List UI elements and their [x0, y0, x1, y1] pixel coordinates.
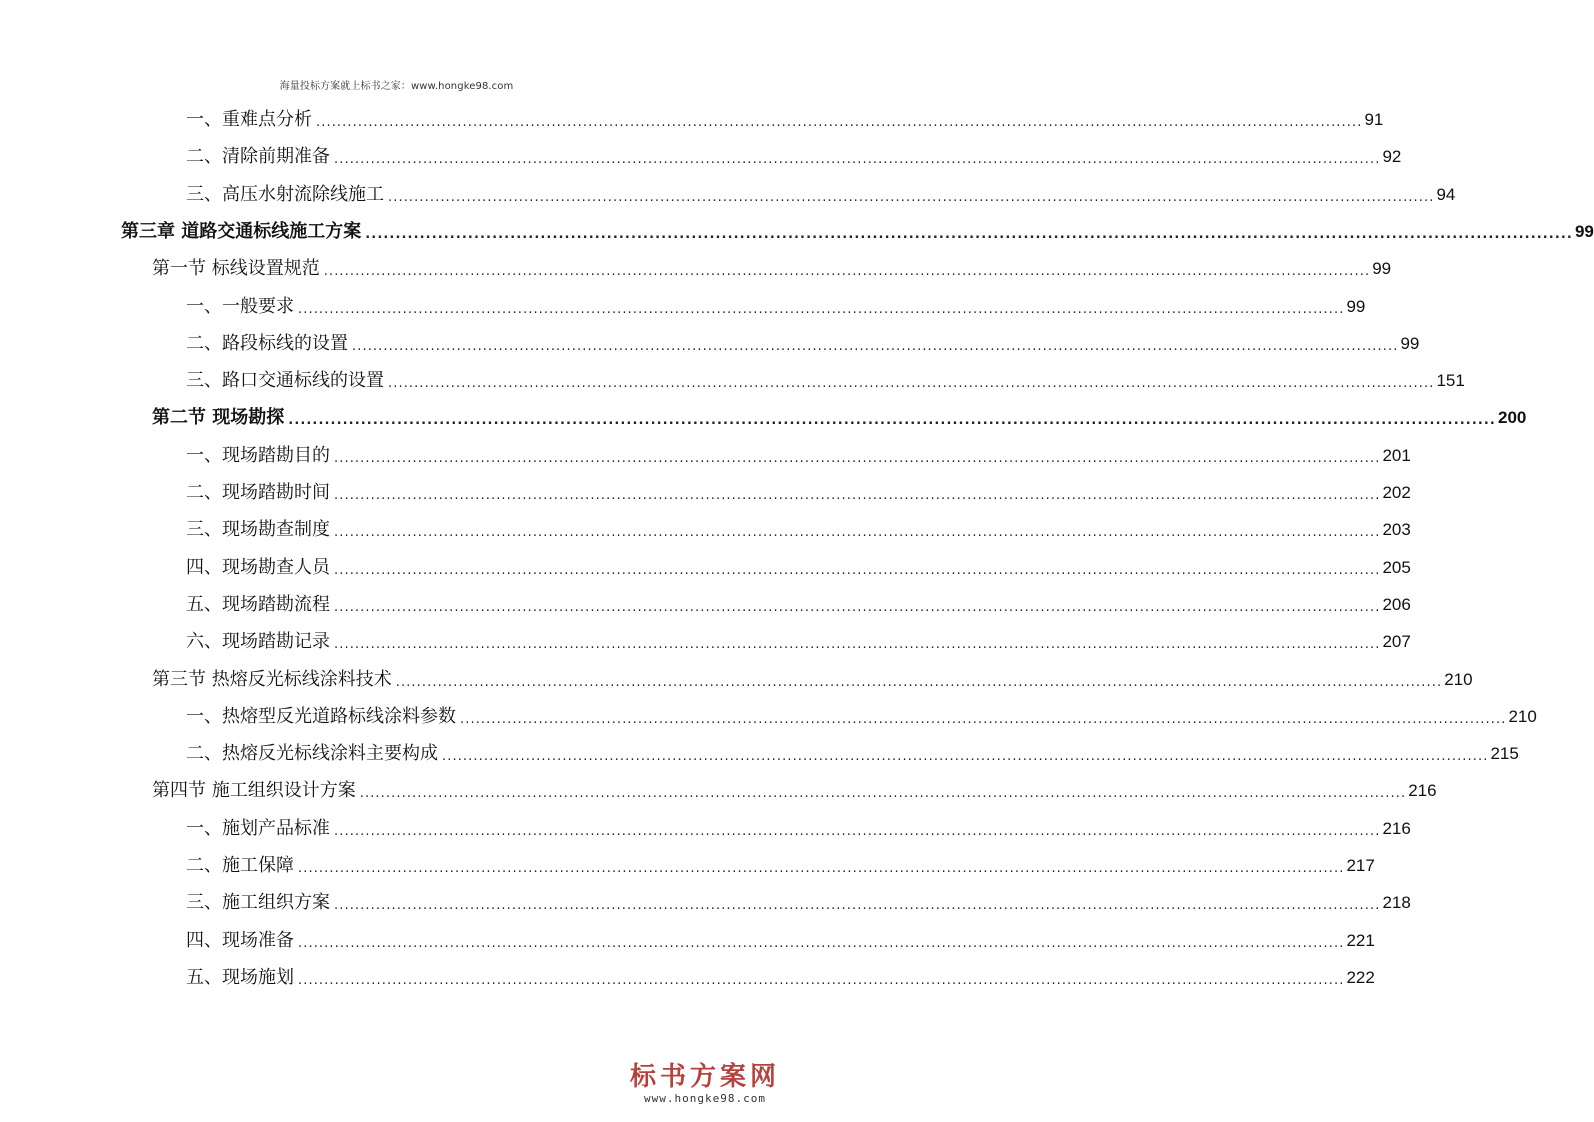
toc-entry-label: 一、施划产品标准 — [186, 817, 330, 839]
toc-dot-leader: ........................................................................................................................................................................................................ — [334, 823, 1381, 839]
toc-entry-label: 一、一般要求 — [186, 295, 294, 317]
toc-entry-label: 三、路口交通标线的设置 — [186, 370, 384, 392]
toc-entry-label: 第一节 标线设置规范 — [152, 258, 320, 280]
toc-entry[interactable] — [186, 176, 1456, 213]
toc-entry-page-number: 205 — [1382, 557, 1411, 577]
toc-entry[interactable] — [186, 847, 1375, 884]
toc-entry-page-number: 99 — [1346, 296, 1366, 316]
watermark-logo — [620, 1062, 790, 1106]
toc-entry-label: 二、路段标线的设置 — [186, 332, 348, 354]
toc-entry-page-number: 202 — [1382, 483, 1411, 502]
toc-entry[interactable] — [186, 101, 1384, 138]
toc-entry-label: 二、热熔反光标线涂料主要构成 — [186, 743, 438, 765]
toc-entry[interactable] — [186, 511, 1411, 548]
toc-entry-label: 五、现场施划 — [186, 966, 294, 988]
toc-entry-page-number: 215 — [1490, 744, 1519, 764]
toc-entry[interactable] — [186, 922, 1375, 959]
toc-entry-page-number: 200 — [1497, 408, 1527, 428]
toc-entry-label: 一、热熔型反光道路标线涂料参数 — [186, 705, 456, 727]
toc-dot-leader: ........................................................................................................................................................................................................ — [334, 450, 1381, 466]
toc-entry[interactable] — [186, 288, 1366, 325]
toc-entry-page-number: 222 — [1346, 967, 1375, 987]
toc-dot-leader: ........................................................................................................................................................................................................ — [395, 674, 1443, 690]
toc-entry-page-number: 210 — [1444, 669, 1473, 689]
watermark-url: www.hongke98.com — [644, 1092, 766, 1105]
toc-entry-page-number: 207 — [1382, 632, 1411, 652]
toc-entry[interactable] — [186, 437, 1411, 474]
toc-dot-leader: ........................................................................................................................................................................................................ — [334, 599, 1381, 615]
toc-entry[interactable] — [186, 474, 1411, 511]
toc-dot-leader: ........................................................................................................................................................................................................ — [298, 861, 1345, 876]
toc-entry-page-number: 221 — [1346, 930, 1375, 950]
toc-entry-page-number: 92 — [1382, 147, 1402, 167]
toc-dot-leader: ........................................................................................................................................................................................................ — [442, 749, 1489, 765]
toc-entry-page-number: 216 — [1382, 818, 1411, 838]
toc-entry-page-number: 99 — [1372, 259, 1392, 279]
toc-dot-leader: ........................................................................................................................................................................................................ — [334, 488, 1381, 503]
toc-dot-leader: ........................................................................................................................................................................................................ — [359, 786, 1407, 802]
toc-entry[interactable] — [152, 250, 1392, 287]
toc-entry-label: 二、施工保障 — [186, 855, 294, 876]
toc-dot-leader: ........................................................................................................................................................................................................ — [334, 525, 1381, 541]
toc-dot-leader: ........................................................................................................................................................................................................ — [298, 972, 1345, 988]
toc-entry-page-number: 210 — [1508, 706, 1537, 726]
toc-dot-leader: ........................................................................................................................................................................................................ — [388, 189, 1435, 205]
toc-dot-leader: ........................................................................................................................................................................................................ — [298, 301, 1345, 317]
toc-entry[interactable] — [186, 549, 1411, 586]
toc-entry[interactable] — [186, 810, 1411, 847]
toc-entry[interactable] — [186, 586, 1411, 623]
toc-dot-leader: ........................................................................................................................................................................................................ — [323, 264, 1371, 280]
toc-entry[interactable] — [152, 772, 1437, 809]
toc-dot-leader: ........................................................................................................................................................................................................ — [288, 413, 1496, 429]
toc-entry[interactable] — [152, 399, 1527, 436]
toc-entry[interactable] — [186, 884, 1411, 921]
toc-entry-label: 六、现场踏勘记录 — [186, 631, 330, 653]
toc-entry-page-number: 218 — [1382, 893, 1411, 913]
toc-entry-label: 三、施工组织方案 — [186, 892, 330, 914]
toc-dot-leader: ........................................................................................................................................................................................................ — [334, 152, 1381, 168]
toc-entry-page-number: 94 — [1436, 184, 1456, 204]
toc-entry-page-number: 206 — [1382, 594, 1411, 614]
toc-entry[interactable] — [186, 959, 1375, 996]
toc-entry-label: 第二节 现场勘探 — [152, 407, 285, 429]
toc-entry[interactable] — [121, 213, 1594, 250]
toc-entry-page-number: 99 — [1574, 221, 1594, 241]
toc-dot-leader: ........................................................................................................................................................................................................ — [334, 637, 1381, 653]
toc-entry[interactable] — [186, 735, 1519, 772]
toc-dot-leader: ........................................................................................................................................................................................................ — [460, 711, 1507, 727]
page-header: 海量投标方案就上标书之家：www.hongke98.com — [279, 81, 514, 92]
toc-entry[interactable] — [186, 138, 1402, 175]
toc-dot-leader: ........................................................................................................................................................................................................ — [352, 338, 1399, 354]
toc-entry-page-number: 91 — [1364, 110, 1384, 129]
toc-entry-label: 四、现场准备 — [186, 929, 294, 951]
toc-entry-page-number: 151 — [1436, 371, 1465, 391]
toc-entry-label: 三、高压水射流除线施工 — [186, 183, 384, 205]
toc-entry-page-number: 217 — [1346, 856, 1375, 875]
toc-entry[interactable] — [186, 362, 1465, 399]
toc-dot-leader: ........................................................................................................................................................................................................ — [365, 226, 1573, 242]
toc-entry[interactable] — [186, 623, 1411, 660]
toc-entry-label: 第三章 道路交通标线施工方案 — [121, 220, 362, 242]
toc-entry-label: 五、现场踏勘流程 — [186, 593, 330, 615]
toc-dot-leader: ........................................................................................................................................................................................................ — [334, 562, 1381, 578]
toc-entry-page-number: 201 — [1382, 445, 1411, 465]
toc-entry[interactable] — [186, 698, 1537, 735]
toc-dot-leader: ........................................................................................................................................................................................................ — [334, 898, 1381, 914]
toc-entry-page-number: 99 — [1400, 333, 1420, 353]
toc-entry[interactable] — [186, 325, 1420, 362]
watermark-title: 标书方案网 — [629, 1062, 780, 1092]
toc-entry-label: 二、现场踏勘时间 — [186, 482, 330, 503]
toc-entry-label: 三、现场勘查制度 — [186, 519, 330, 541]
toc-entry-label: 二、清除前期准备 — [186, 146, 330, 168]
toc-entry-page-number: 203 — [1382, 520, 1411, 540]
toc-dot-leader: ........................................................................................................................................................................................................ — [388, 376, 1435, 392]
toc-entry-label: 一、重难点分析 — [186, 109, 312, 130]
toc-entry[interactable] — [152, 661, 1473, 698]
toc-dot-leader: ........................................................................................................................................................................................................ — [316, 115, 1363, 130]
toc-entry-label: 第四节 施工组织设计方案 — [152, 780, 356, 802]
toc-entry-label: 一、现场踏勘目的 — [186, 444, 330, 466]
toc-entry-label: 四、现场勘查人员 — [186, 556, 330, 578]
toc-dot-leader: ........................................................................................................................................................................................................ — [298, 935, 1345, 951]
toc-entry-label: 第三节 热熔反光标线涂料技术 — [152, 668, 392, 690]
toc-entry-page-number: 216 — [1408, 781, 1437, 801]
